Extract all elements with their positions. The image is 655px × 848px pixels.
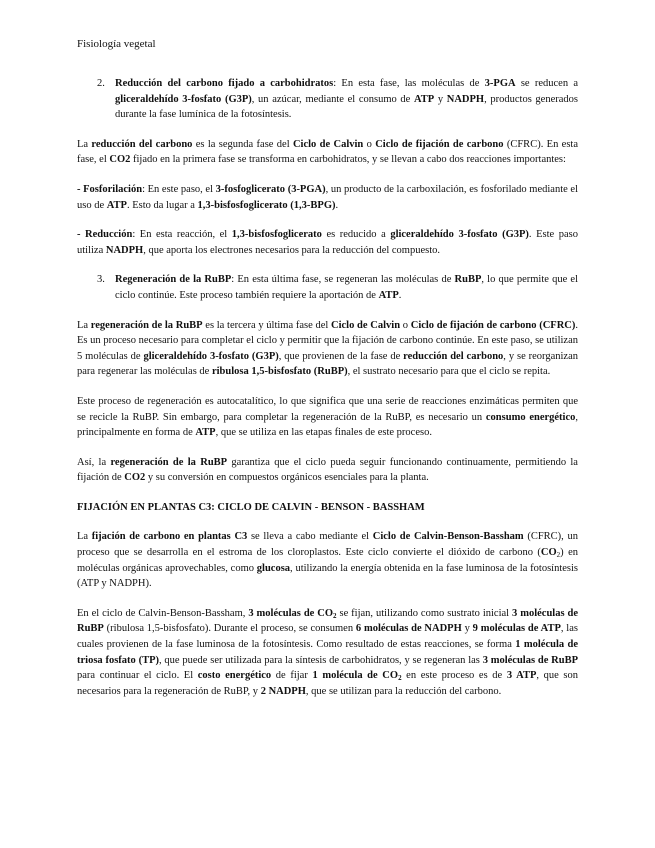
bold-term: Ciclo de fijación de carbono (CFRC) (410, 319, 576, 331)
bold-term (312, 670, 401, 681)
text-run: y su conversión en compuestos orgánicos esenciales para la planta. (145, 472, 429, 484)
bold-term: Reducción del carbono fijado a carbohidratos (115, 78, 334, 89)
paragraph-3 (77, 227, 578, 258)
bold-term: reducción del carbono (91, 138, 193, 150)
bold-term: 6 moléculas de NADPH (355, 623, 462, 635)
text-run: de fijar (271, 670, 313, 682)
text-run: (ribulosa 1,5-bisfosfato). Durante el proceso, se consumen (103, 623, 356, 635)
bold-term: CO (540, 547, 557, 559)
text-run: La (77, 138, 92, 150)
bold-term: 2 NADPH (260, 685, 306, 697)
bold-term: gliceraldehído 3-fosfato (G3P) (390, 229, 529, 241)
list-number: 3. (97, 274, 105, 286)
bold-term: RuBP (454, 274, 482, 286)
text-run: , lo que permite que el ciclo continúe. Este proceso también requiere la aportación de (115, 274, 578, 301)
bold-term: Ciclo de Calvin-Benson-Bassham (372, 531, 524, 543)
list-number: 2. (97, 78, 105, 89)
text-run: : En este paso, el (142, 183, 216, 195)
text-run: : En esta reacción, el (132, 229, 232, 241)
list-text (115, 272, 578, 303)
bold-term: Ciclo de fijación de carbono (375, 138, 504, 150)
text-run: se lleva a cabo mediante el (247, 531, 373, 543)
text-run: (CFRC), un proceso que se desarrolla en el estroma de los cloroplastos. Este ciclo convierte el dióxido de carbono ( (77, 531, 578, 559)
bold-term: consumo energético (485, 411, 576, 423)
text-run: o (400, 319, 411, 331)
bold-term: 1,3-bisfosfoglicerato (231, 229, 322, 241)
bold-term: costo energético (197, 670, 272, 682)
text-run: es la segunda fase del (192, 138, 293, 150)
text-run: se fijan, utilizando como sustrato inicial (336, 607, 513, 619)
text-run: ) en moléculas orgánicas aprovechables, como (77, 547, 578, 574)
bold-term: CO2 (124, 472, 146, 484)
text-run: , que puede ser utilizada para la síntesis de carbohidratos, y se regeneran las (159, 654, 483, 666)
bold-term: 9 moléculas de ATP (472, 623, 561, 635)
list-item-3 (77, 272, 578, 303)
paragraph-6 (77, 455, 578, 486)
bold-text: 3 moléculas de CO (248, 607, 334, 619)
text-run: , que provienen de la fase de (278, 350, 404, 362)
bold-term: 1 molécula de triosa fosfato (TP) (77, 639, 579, 666)
bold-term: Ciclo de Calvin (331, 319, 401, 331)
text-run: se reducen a (515, 78, 579, 89)
text-run: , un producto de la carboxilación, es fosforilado mediante el uso de (77, 183, 579, 211)
bold-term: Ciclo de Calvin (292, 138, 364, 150)
text-run: En el ciclo de Calvin-Benson-Bassham, (77, 607, 249, 619)
bold-term: glucosa (256, 562, 291, 574)
document-body (77, 76, 578, 713)
text-run: , un azúcar, mediante el consumo de (251, 93, 414, 105)
text-run: fijado en la primera fase se transforma en carbohidratos, y se llevan a cabo dos reacciones importantes: (130, 154, 566, 166)
text-run: garantiza que el ciclo pueda seguir funcionando continuamente, permitiendo la fijación de (77, 456, 578, 484)
bold-term: reducción del carbono (403, 350, 504, 362)
list-text (115, 76, 578, 123)
paragraph-8 (77, 606, 578, 700)
text-run: Este proceso de regeneración es autocatalítico, lo que significa que una serie de reacciones enzimáticas permiten que se recicle la RuBP. Sin embargo, para completar la regeneración de la RuBP, es necesario un (77, 395, 578, 423)
list-item-2 (77, 76, 578, 123)
text-run: , utilizando la energía obtenida en la fase luminosa de la fotosíntesis (ATP y NADPH). (77, 562, 578, 590)
text-run: , el sustrato necesario para que el ciclo se repita. (347, 366, 551, 378)
bold-text: 1 molécula de CO (312, 670, 399, 682)
text-run: en este proceso es de (401, 670, 507, 682)
bold-term: 3 ATP (506, 670, 537, 682)
text-run: o (363, 138, 376, 150)
text-run: , que son necesarios para la regeneración de RuBP, y (77, 670, 578, 697)
bold-term: 3 moléculas de RuBP (77, 607, 579, 635)
text-run: Así, la (77, 456, 111, 468)
bold-term: Regeneración de la RuBP (115, 274, 232, 286)
text-run: La (77, 531, 92, 543)
text-run: , que aporta los electrones necesarios para la reducción del compuesto. (143, 244, 441, 256)
text-run: , principalmente en forma de (77, 411, 578, 439)
bold-term: - Reducción (77, 229, 133, 241)
paragraph-2 (77, 182, 578, 213)
text-run: , productos generados durante la fase lumínica de la fotosíntesis. (115, 93, 578, 121)
section-heading: FIJACIÓN EN PLANTAS C3: CICLO DE CALVIN - BENSON - BASSHAM (77, 501, 425, 513)
text-run: es reducido a (321, 229, 391, 241)
text-run: . Esto da lugar a (126, 199, 198, 211)
bold-term: ATP (106, 199, 127, 211)
text-run: . Es un proceso necesario para completar el ciclo y permitir que la fijación de carbono continúe. En este paso, se utilizan 5 moléculas de (77, 319, 579, 362)
bold-term: NADPH (105, 244, 144, 256)
text-run: : En esta última fase, se regeneran las moléculas de (231, 274, 455, 286)
subscript: 2 (556, 551, 561, 560)
text-run: y (461, 623, 473, 635)
text-run: . Este paso utiliza (77, 229, 578, 256)
text-run: es la tercera y última fase del (202, 319, 332, 331)
subscript: 2 (333, 611, 337, 620)
bold-term: ATP (378, 289, 399, 301)
paragraph-7 (77, 529, 578, 591)
text-run: . (398, 289, 402, 301)
page-header: Fisiología vegetal (77, 38, 156, 50)
paragraph-4 (77, 318, 578, 380)
text-run: : En esta fase, las moléculas de (333, 78, 485, 89)
subscript: 2 (398, 674, 402, 683)
bold-term: NADPH (446, 93, 485, 105)
text-run: , que se utiliza en las etapas finales de este proceso. (215, 427, 432, 439)
bold-term: ribulosa 1,5-bisfosfato (RuBP) (211, 366, 348, 378)
bold-term: CO2 (109, 154, 131, 166)
paragraph-1 (77, 137, 578, 168)
bold-term: 1,3-bisfosfoglicerato (1,3-BPG) (197, 199, 336, 211)
bold-term: fijación de carbono en plantas C3 (91, 531, 248, 543)
bold-term: 3-PGA (484, 78, 516, 89)
paragraph-5 (77, 394, 578, 441)
text-run: . (335, 199, 339, 211)
bold-term: gliceraldehído 3-fosfato (G3P) (143, 350, 279, 362)
bold-term: gliceraldehído 3-fosfato (G3P) (115, 93, 252, 105)
text-run: , las cuales provienen de la fase luminosa de la fotosíntesis. Como resultado de estas reacciones, se forma (77, 623, 578, 651)
text-run: para continuar el ciclo. El (77, 670, 198, 682)
text-run: (CFRC). En esta fase, el (77, 138, 578, 166)
bold-term: ATP (195, 427, 216, 439)
bold-term: regeneración de la RuBP (90, 319, 203, 331)
bold-term (248, 608, 336, 619)
text-run: , que se utilizan para la reducción del carbono. (305, 685, 502, 697)
text-run: , y se reorganizan para regenerar las moléculas de (77, 350, 578, 378)
text-run: La (77, 319, 91, 331)
bold-term: - Fosforilación (77, 183, 143, 195)
bold-term: 3 moléculas de RuBP (482, 654, 578, 666)
text-run: y (434, 93, 447, 105)
bold-term: regeneración de la RuBP (110, 456, 228, 468)
bold-term: ATP (413, 93, 435, 105)
bold-term: 3-fosfoglicerato (3-PGA) (215, 183, 326, 195)
